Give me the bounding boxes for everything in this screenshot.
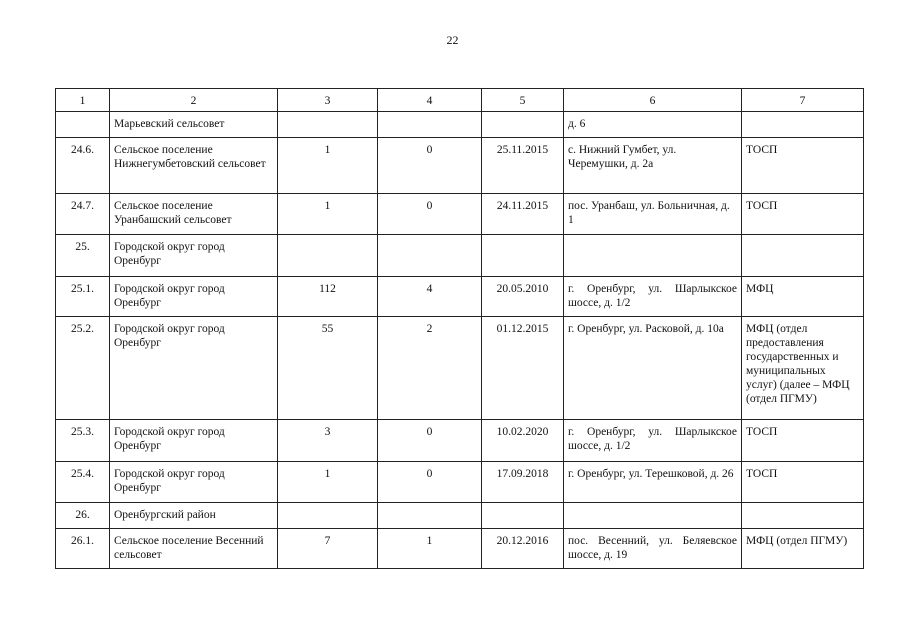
row-count-3: 3 (278, 420, 378, 462)
row-org: ТОСП (742, 420, 864, 462)
row-org: МФЦ (742, 277, 864, 317)
row-name: Городской округ город Оренбург (110, 317, 278, 420)
row-count-4: 1 (378, 529, 482, 569)
row-address: с. Нижний Гумбет, ул. Черемушки, д. 2а (564, 138, 742, 194)
row-date: 20.05.2010 (482, 277, 564, 317)
row-address: пос. Весенний, ул. Беляевское шоссе, д. 19 (564, 529, 742, 569)
row-date: 17.09.2018 (482, 462, 564, 503)
row-number: 26. (56, 503, 110, 529)
row-date (482, 503, 564, 529)
row-number: 24.7. (56, 194, 110, 235)
row-org: МФЦ (отдел ПГМУ) (742, 529, 864, 569)
row-org (742, 235, 864, 277)
row-org (742, 503, 864, 529)
row-date: 10.02.2020 (482, 420, 564, 462)
row-count-3 (278, 235, 378, 277)
table-row (56, 462, 864, 503)
row-count-4: 0 (378, 138, 482, 194)
data-table (55, 88, 864, 569)
row-count-4 (378, 503, 482, 529)
row-address: г. Оренбург, ул. Терешковой, д. 26 (564, 462, 742, 503)
row-name: Сельское поселение Уранбашский сельсовет (110, 194, 278, 235)
row-number: 25.2. (56, 317, 110, 420)
row-name: Марьевский сельсовет (110, 112, 278, 138)
header-cell: 4 (378, 89, 482, 112)
row-count-3: 1 (278, 138, 378, 194)
table-row (56, 112, 864, 138)
page-number: 22 (446, 33, 459, 47)
row-org: МФЦ (отдел предоставления государственных и муниципальных услуг) (далее – МФЦ (отдел ПГМУ) (742, 317, 864, 420)
row-name: Городской округ город Оренбург (110, 235, 278, 277)
row-name: Городской округ город Оренбург (110, 277, 278, 317)
row-number: 25.1. (56, 277, 110, 317)
row-org (742, 112, 864, 138)
table-row (56, 138, 864, 194)
row-count-3: 112 (278, 277, 378, 317)
row-count-4: 0 (378, 420, 482, 462)
table-row (56, 235, 864, 277)
row-date: 25.11.2015 (482, 138, 564, 194)
table-row (56, 420, 864, 462)
header-cell: 7 (742, 89, 864, 112)
row-org: ТОСП (742, 462, 864, 503)
row-address: г. Оренбург, ул. Шарлыкское шоссе, д. 1/2 (564, 277, 742, 317)
row-name: Городской округ город Оренбург (110, 420, 278, 462)
row-count-3 (278, 503, 378, 529)
row-number: 25.4. (56, 462, 110, 503)
row-address: г. Оренбург, ул. Шарлыкское шоссе, д. 1/2 (564, 420, 742, 462)
row-count-3: 1 (278, 194, 378, 235)
row-date (482, 235, 564, 277)
row-number: 25.3. (56, 420, 110, 462)
header-cell: 3 (278, 89, 378, 112)
header-cell: 6 (564, 89, 742, 112)
row-number (56, 112, 110, 138)
row-count-3: 1 (278, 462, 378, 503)
table-row (56, 317, 864, 420)
row-org: ТОСП (742, 138, 864, 194)
header-cell: 2 (110, 89, 278, 112)
table-row (56, 194, 864, 235)
row-count-3: 55 (278, 317, 378, 420)
table-row (56, 277, 864, 317)
row-number: 24.6. (56, 138, 110, 194)
row-date: 20.12.2016 (482, 529, 564, 569)
row-address: г. Оренбург, ул. Расковой, д. 10а (564, 317, 742, 420)
row-name: Сельское поселение Весенний сельсовет (110, 529, 278, 569)
row-address (564, 235, 742, 277)
header-cell: 5 (482, 89, 564, 112)
row-name: Городской округ город Оренбург (110, 462, 278, 503)
row-number: 26.1. (56, 529, 110, 569)
row-count-3: 7 (278, 529, 378, 569)
header-row (56, 89, 864, 112)
table-row (56, 529, 864, 569)
row-org: ТОСП (742, 194, 864, 235)
table-row (56, 503, 864, 529)
row-address (564, 503, 742, 529)
row-name: Оренбургский район (110, 503, 278, 529)
row-count-4: 0 (378, 462, 482, 503)
row-address: д. 6 (564, 112, 742, 138)
row-address: пос. Уранбаш, ул. Больничная, д. 1 (564, 194, 742, 235)
header-cell: 1 (56, 89, 110, 112)
row-date: 01.12.2015 (482, 317, 564, 420)
row-count-4 (378, 235, 482, 277)
row-number: 25. (56, 235, 110, 277)
row-count-4: 2 (378, 317, 482, 420)
row-name: Сельское поселение Нижнегумбетовский сельсовет (110, 138, 278, 194)
row-date: 24.11.2015 (482, 194, 564, 235)
row-count-4 (378, 112, 482, 138)
row-count-4: 0 (378, 194, 482, 235)
row-count-4: 4 (378, 277, 482, 317)
row-count-3 (278, 112, 378, 138)
row-date (482, 112, 564, 138)
